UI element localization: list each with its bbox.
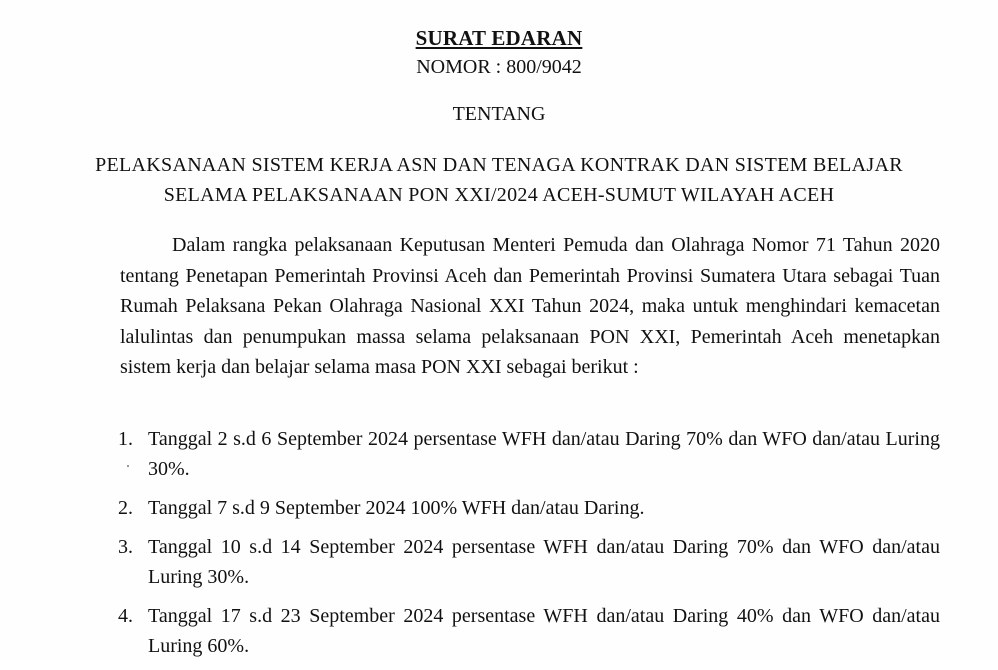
about-heading: TENTANG — [452, 103, 546, 125]
list-item-text: Tanggal 2 s.d 6 September 2024 persentase WFH dan/atau Daring 70% dan WFO dan/atau Luring 30%. — [148, 428, 940, 480]
list-item-text: Tanggal 10 s.d 14 September 2024 persentase WFH dan/atau Daring 70% dan WFO dan/atau Luring 30%. — [148, 536, 940, 588]
list-item-number: 2. — [118, 497, 133, 519]
document-number: NOMOR : 800/9042 — [416, 56, 582, 78]
list-item-number: 3. — [118, 536, 133, 558]
subject-line-1: PELAKSANAAN SISTEM KERJA ASN DAN TENAGA KONTRAK DAN SISTEM BELAJAR — [95, 154, 903, 176]
list-item — [110, 601, 940, 661]
list-item-text: Tanggal 7 s.d 9 September 2024 100% WFH dan/atau Daring. — [148, 497, 645, 519]
document-title: SURAT EDARAN — [415, 26, 583, 50]
list-item-number: 1. — [118, 428, 133, 450]
subject-line-2: SELAMA PELAKSANAAN PON XXI/2024 ACEH-SUMUT WILAYAH ACEH — [163, 184, 835, 206]
list-item — [110, 424, 940, 484]
list-item — [110, 532, 940, 592]
list-item-text: Tanggal 17 s.d 23 September 2024 persentase WFH dan/atau Daring 40% dan WFO dan/atau Luring 60%. — [148, 605, 940, 657]
document-subject — [60, 150, 938, 210]
list-item-number: 4. — [118, 605, 133, 627]
list-item — [110, 493, 940, 523]
scan-speck — [127, 465, 129, 467]
intro-paragraph: Dalam rangka pelaksanaan Keputusan Menteri Pemuda dan Olahraga Nomor 71 Tahun 2020 tentang Penetapan Pemerintah Provinsi Aceh dan Pemerintah Provinsi Sumatera Utara sebagai Tuan Rumah Pelaksana Pekan Olahraga Nasional XXI Tahun 2024, maka untuk menghindari kemacetan lalulintas dan penumpukan massa selama pelaksanaan PON XXI, Pemerintah Aceh menetapkan sistem kerja dan belajar selama masa PON XXI sebagai berikut : — [120, 234, 940, 378]
schedule-list — [110, 424, 940, 670]
